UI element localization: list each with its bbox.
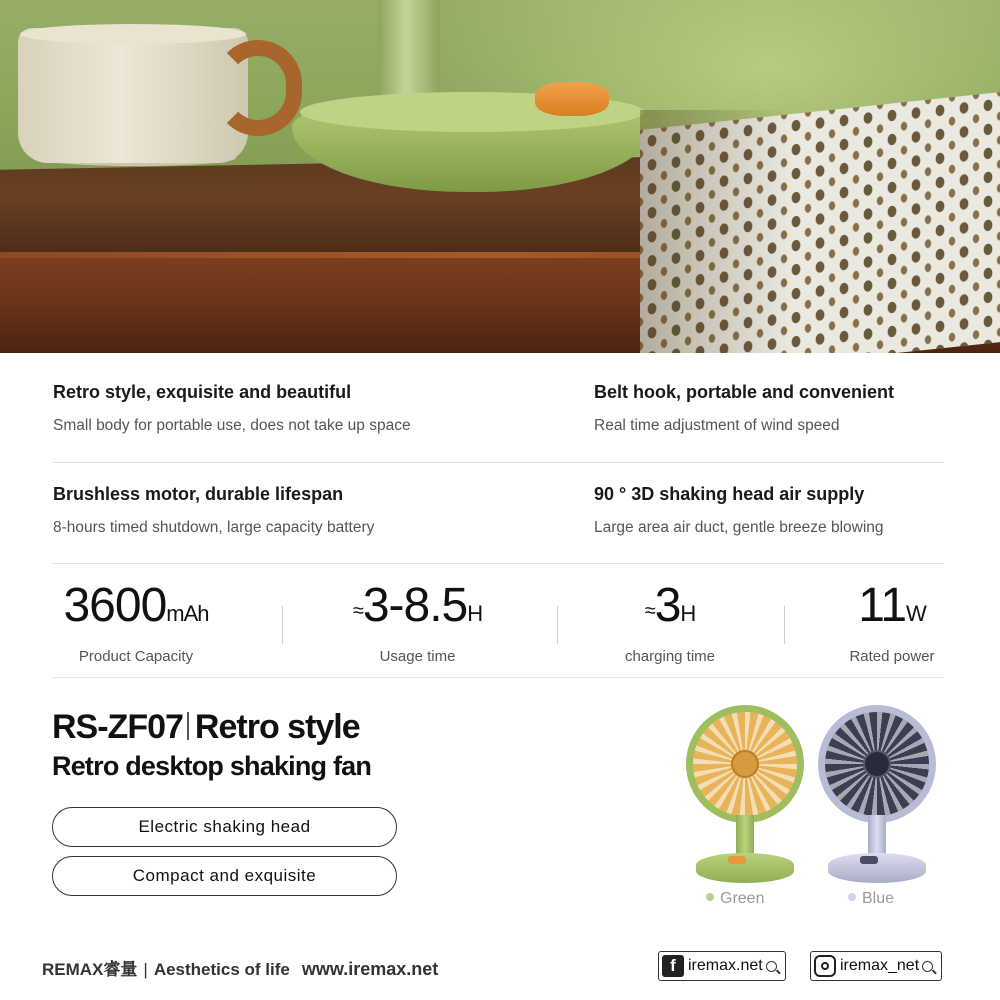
- spec-unit: W: [906, 601, 926, 626]
- spec-unit: H: [680, 601, 696, 626]
- spec-unit: H: [467, 601, 483, 626]
- variant-label-green: Green: [706, 890, 764, 908]
- spec-capacity: [50, 580, 222, 665]
- approx-sign: ≈: [352, 600, 363, 622]
- blue-fan-image: [812, 705, 942, 885]
- spec-separator: [282, 606, 283, 644]
- approx-sign: ≈: [644, 600, 655, 622]
- feature-desc: 8-hours timed shutdown, large capacity battery: [53, 519, 375, 536]
- feature-4: [594, 484, 884, 537]
- color-dot: [706, 893, 714, 901]
- facebook-handle: iremax.net: [688, 957, 763, 974]
- spec-separator: [784, 606, 785, 644]
- instagram-search-badge[interactable]: [810, 951, 942, 981]
- spec-value: 3-8.5: [362, 579, 468, 632]
- divider: [52, 677, 944, 678]
- heading-separator: [187, 712, 189, 740]
- hero-photo: [0, 0, 1000, 353]
- footer-brand: [42, 955, 438, 980]
- spec-label: Product Capacity: [78, 648, 194, 665]
- feature-2: [594, 382, 894, 435]
- spec-label: charging time: [624, 648, 716, 665]
- model-number: RS-ZF07: [52, 708, 183, 746]
- facebook-icon: f: [662, 955, 684, 977]
- feature-desc: Real time adjustment of wind speed: [594, 417, 840, 434]
- spec-value: 3: [654, 579, 681, 632]
- green-fan-image: [680, 705, 810, 885]
- facebook-search-badge[interactable]: [658, 951, 786, 981]
- fan-knob-image: [535, 82, 609, 116]
- feature-desc: Small body for portable use, does not take up space: [53, 417, 411, 434]
- divider: [52, 563, 944, 564]
- feature-title: Belt hook, portable and convenient: [594, 382, 895, 402]
- variant-label-blue: Blue: [848, 890, 894, 908]
- spec-unit: mAh: [166, 601, 209, 626]
- footer-tagline: Aesthetics of life: [153, 960, 290, 979]
- spec-separator: [557, 606, 558, 644]
- instagram-handle: iremax_net: [840, 957, 920, 974]
- product-heading: [52, 708, 360, 747]
- spec-charging-time: [610, 580, 730, 665]
- footer-separator: |: [143, 960, 148, 979]
- brand-logo: REMAX睿量: [42, 960, 138, 979]
- search-icon: [766, 961, 777, 972]
- feature-title: Retro style, exquisite and beautiful: [53, 382, 352, 402]
- feature-3: [53, 484, 374, 537]
- search-icon: [922, 961, 933, 972]
- spec-rated-power: [836, 580, 948, 665]
- product-subtitle: Retro desktop shaking fan: [52, 751, 372, 781]
- divider: [52, 462, 944, 463]
- footer-url[interactable]: www.iremax.net: [301, 959, 439, 979]
- spec-label: Rated power: [849, 648, 935, 665]
- feature-desc: Large area air duct, gentle breeze blowing: [594, 519, 884, 536]
- spec-value: 3600: [63, 579, 167, 632]
- color-dot: [848, 893, 856, 901]
- spec-label: Usage time: [379, 648, 456, 665]
- feature-title: 90 ° 3D shaking head air supply: [594, 484, 865, 504]
- feature-title: Brushless motor, durable lifespan: [53, 484, 344, 504]
- feature-pill: Electric shaking head: [52, 807, 397, 847]
- feature-pill: Compact and exquisite: [52, 856, 397, 896]
- spec-usage-time: [330, 580, 505, 665]
- product-style: Retro style: [194, 708, 360, 746]
- feature-1: [53, 382, 411, 435]
- spec-value: 11: [858, 579, 907, 632]
- instagram-icon: [814, 955, 836, 977]
